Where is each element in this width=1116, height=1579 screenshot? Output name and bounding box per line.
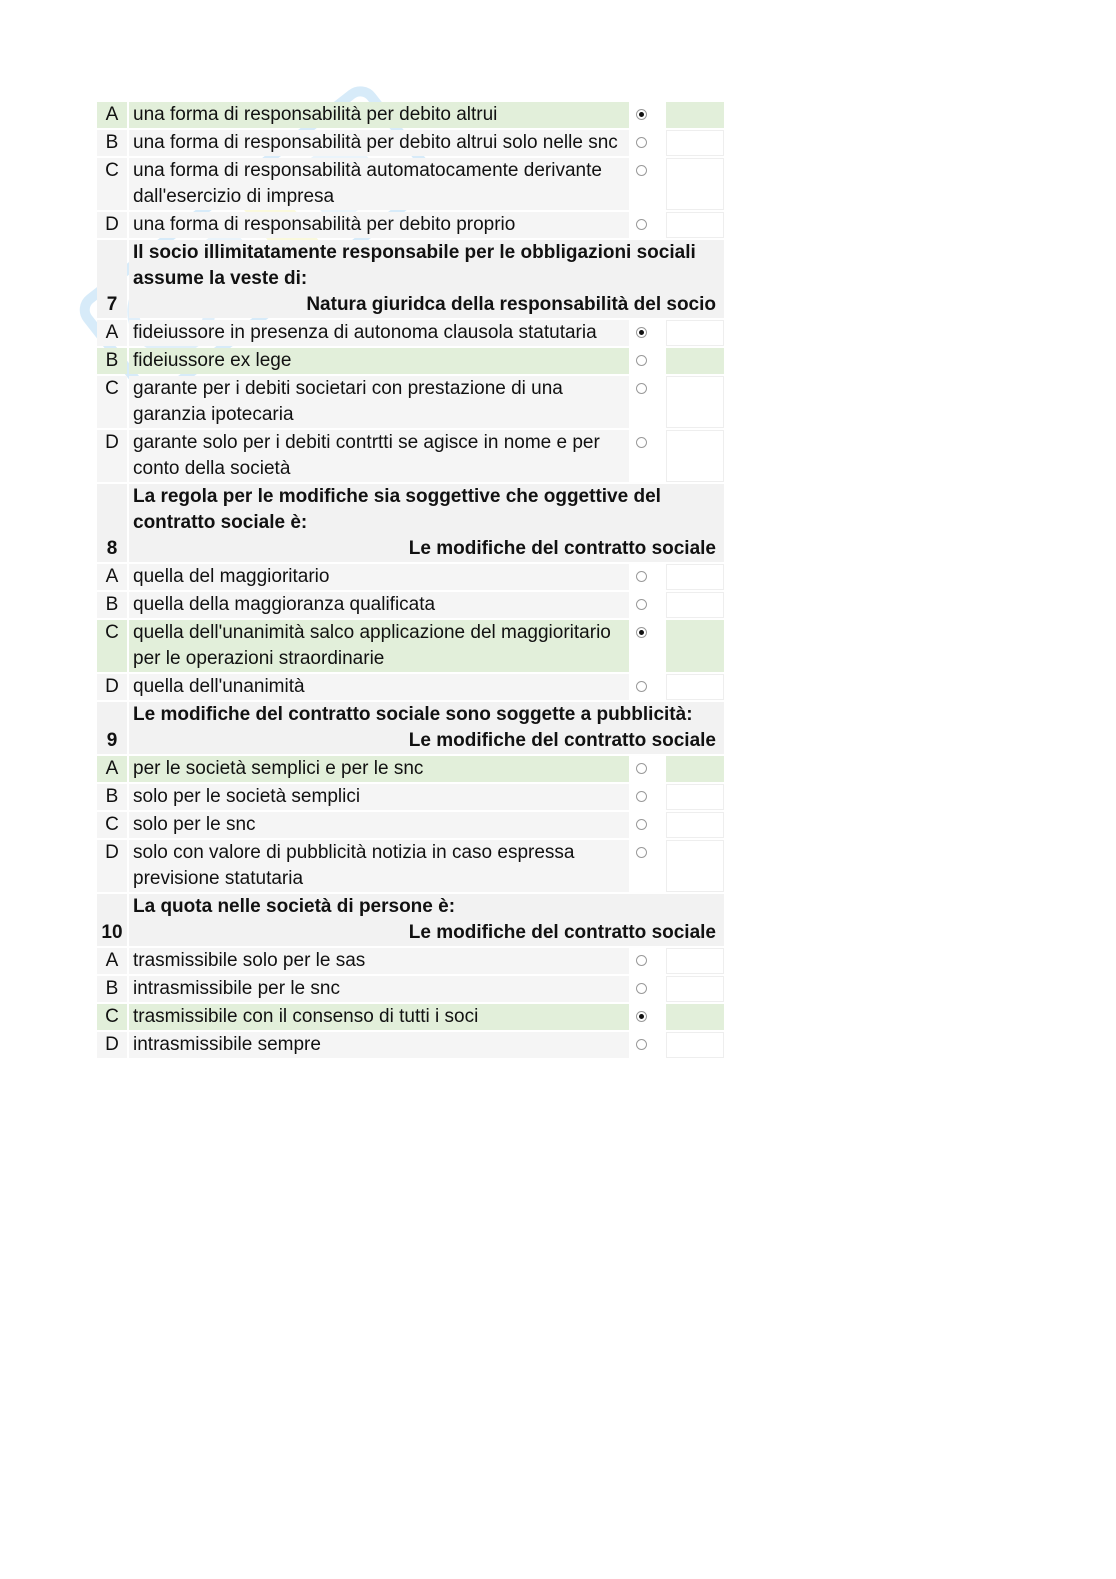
answer-spacer bbox=[666, 812, 724, 838]
answer-letter: C bbox=[97, 376, 127, 428]
answer-row bbox=[97, 592, 724, 618]
answer-radio-cell bbox=[631, 320, 664, 346]
answer-row bbox=[97, 620, 724, 672]
answer-text: una forma di responsabilità per debito altrui bbox=[129, 102, 629, 128]
radio-unchecked-icon[interactable] bbox=[636, 1039, 647, 1050]
answer-row bbox=[97, 840, 724, 892]
answer-letter: B bbox=[97, 348, 127, 374]
answer-text: trasmissibile solo per le sas bbox=[129, 948, 629, 974]
question-topic: Le modifiche del contratto sociale bbox=[408, 922, 716, 943]
answer-spacer bbox=[666, 840, 724, 892]
answer-radio-cell bbox=[631, 948, 664, 974]
answer-spacer bbox=[666, 1032, 724, 1058]
answer-radio-cell bbox=[631, 784, 664, 810]
answer-radio-cell bbox=[631, 130, 664, 156]
question-text: Le modifiche del contratto sociale sono soggette a pubblicità: bbox=[133, 704, 693, 725]
answer-spacer bbox=[666, 320, 724, 346]
answer-row bbox=[97, 948, 724, 974]
radio-unchecked-icon[interactable] bbox=[636, 819, 647, 830]
answer-letter: D bbox=[97, 1032, 127, 1058]
answer-letter: D bbox=[97, 212, 127, 238]
answer-text: per le società semplici e per le snc bbox=[129, 756, 629, 782]
answer-letter: A bbox=[97, 102, 127, 128]
answer-spacer bbox=[666, 592, 724, 618]
answer-text: fideiussore in presenza di autonoma clausola statutaria bbox=[129, 320, 629, 346]
question-number: 10 bbox=[97, 894, 127, 946]
answer-spacer bbox=[666, 348, 724, 374]
question-topic: Natura giuridca della responsabilità del socio bbox=[306, 294, 716, 315]
answer-spacer bbox=[666, 784, 724, 810]
answer-text: una forma di responsabilità automatocamente derivante dall'esercizio di impresa bbox=[129, 158, 629, 210]
answer-spacer bbox=[666, 102, 724, 128]
answer-row bbox=[97, 430, 724, 482]
answer-text: garante per i debiti societari con prestazione di una garanzia ipotecaria bbox=[129, 376, 629, 428]
answer-row bbox=[97, 1032, 724, 1058]
answer-radio-cell bbox=[631, 102, 664, 128]
answer-spacer bbox=[666, 620, 724, 672]
answer-spacer bbox=[666, 674, 724, 700]
answer-text: quella dell'unanimità salco applicazione del maggioritario per le operazioni straordinarie bbox=[129, 620, 629, 672]
answer-spacer bbox=[666, 158, 724, 210]
answer-text: quella del maggioritario bbox=[129, 564, 629, 590]
radio-unchecked-icon[interactable] bbox=[636, 571, 647, 582]
answer-spacer bbox=[666, 948, 724, 974]
question-topic: Le modifiche del contratto sociale bbox=[408, 538, 716, 559]
answer-text: solo con valore di pubblicità notizia in caso espressa previsione statutaria bbox=[129, 840, 629, 892]
answer-letter: A bbox=[97, 756, 127, 782]
answer-radio-cell bbox=[631, 564, 664, 590]
answer-row bbox=[97, 564, 724, 590]
answer-spacer bbox=[666, 976, 724, 1002]
answer-radio-cell bbox=[631, 1004, 664, 1030]
question-number: 9 bbox=[97, 702, 127, 754]
question-row bbox=[97, 894, 724, 946]
radio-unchecked-icon[interactable] bbox=[636, 355, 647, 366]
answer-text: intrasmissibile per le snc bbox=[129, 976, 629, 1002]
answer-letter: C bbox=[97, 812, 127, 838]
answer-row bbox=[97, 320, 724, 346]
question-row bbox=[97, 702, 724, 754]
answer-spacer bbox=[666, 564, 724, 590]
answer-letter: C bbox=[97, 158, 127, 210]
answer-radio-cell bbox=[631, 348, 664, 374]
answer-letter: B bbox=[97, 784, 127, 810]
answer-text: una forma di responsabilità per debito proprio bbox=[129, 212, 629, 238]
answer-row bbox=[97, 158, 724, 210]
answer-radio-cell bbox=[631, 812, 664, 838]
answer-spacer bbox=[666, 430, 724, 482]
answer-text: solo per le società semplici bbox=[129, 784, 629, 810]
question-row bbox=[97, 484, 724, 562]
radio-checked-icon[interactable] bbox=[636, 327, 647, 338]
answer-radio-cell bbox=[631, 976, 664, 1002]
answer-letter: C bbox=[97, 620, 127, 672]
answer-row bbox=[97, 130, 724, 156]
answer-letter: A bbox=[97, 948, 127, 974]
question-row bbox=[97, 240, 724, 318]
answer-row bbox=[97, 348, 724, 374]
answer-text: trasmissibile con il consenso di tutti i soci bbox=[129, 1004, 629, 1030]
radio-unchecked-icon[interactable] bbox=[636, 437, 647, 448]
question-number: 7 bbox=[97, 240, 127, 318]
answer-text: garante solo per i debiti contrtti se agisce in nome e per conto della società bbox=[129, 430, 629, 482]
answer-text: solo per le snc bbox=[129, 812, 629, 838]
question-text: Il socio illimitatamente responsabile per le obbligazioni sociali assume la veste di: bbox=[133, 242, 696, 289]
answer-text: quella della maggioranza qualificata bbox=[129, 592, 629, 618]
answer-radio-cell bbox=[631, 674, 664, 700]
answer-radio-cell bbox=[631, 592, 664, 618]
answer-spacer bbox=[666, 212, 724, 238]
answer-spacer bbox=[666, 130, 724, 156]
radio-unchecked-icon[interactable] bbox=[636, 681, 647, 692]
radio-unchecked-icon[interactable] bbox=[636, 137, 647, 148]
radio-unchecked-icon[interactable] bbox=[636, 791, 647, 802]
answer-row bbox=[97, 784, 724, 810]
answer-row bbox=[97, 976, 724, 1002]
answer-radio-cell bbox=[631, 756, 664, 782]
answer-radio-cell bbox=[631, 430, 664, 482]
answer-letter: B bbox=[97, 976, 127, 1002]
answer-radio-cell bbox=[631, 376, 664, 428]
question-topic: Le modifiche del contratto sociale bbox=[408, 730, 716, 751]
answer-letter: A bbox=[97, 320, 127, 346]
radio-unchecked-icon[interactable] bbox=[636, 219, 647, 230]
answer-radio-cell bbox=[631, 1032, 664, 1058]
answer-letter: D bbox=[97, 674, 127, 700]
answer-row bbox=[97, 1004, 724, 1030]
answer-spacer bbox=[666, 376, 724, 428]
radio-unchecked-icon[interactable] bbox=[636, 763, 647, 774]
answer-text: intrasmissibile sempre bbox=[129, 1032, 629, 1058]
radio-checked-icon[interactable] bbox=[636, 627, 647, 638]
radio-checked-icon[interactable] bbox=[636, 1011, 647, 1022]
answer-radio-cell bbox=[631, 620, 664, 672]
radio-unchecked-icon[interactable] bbox=[636, 383, 647, 394]
answer-text: una forma di responsabilità per debito altrui solo nelle snc bbox=[129, 130, 629, 156]
answer-letter: A bbox=[97, 564, 127, 590]
radio-unchecked-icon[interactable] bbox=[636, 847, 647, 858]
answer-letter: D bbox=[97, 840, 127, 892]
answer-text: quella dell'unanimità bbox=[129, 674, 629, 700]
answer-letter: D bbox=[97, 430, 127, 482]
radio-unchecked-icon[interactable] bbox=[636, 165, 647, 176]
quiz-table bbox=[95, 100, 726, 1060]
answer-spacer bbox=[666, 1004, 724, 1030]
answer-radio-cell bbox=[631, 212, 664, 238]
answer-row bbox=[97, 212, 724, 238]
answer-row bbox=[97, 102, 724, 128]
radio-unchecked-icon[interactable] bbox=[636, 599, 647, 610]
answer-radio-cell bbox=[631, 158, 664, 210]
answer-letter: B bbox=[97, 592, 127, 618]
answer-row bbox=[97, 376, 724, 428]
question-text: La regola per le modifiche sia soggettive che oggettive del contratto sociale è: bbox=[133, 486, 661, 533]
answer-row bbox=[97, 812, 724, 838]
question-number: 8 bbox=[97, 484, 127, 562]
answer-spacer bbox=[666, 756, 724, 782]
answer-letter: B bbox=[97, 130, 127, 156]
question-text: La quota nelle società di persone è: bbox=[133, 896, 456, 917]
radio-checked-icon[interactable] bbox=[636, 109, 647, 120]
answer-row bbox=[97, 674, 724, 700]
answer-radio-cell bbox=[631, 840, 664, 892]
answer-letter: C bbox=[97, 1004, 127, 1030]
radio-unchecked-icon[interactable] bbox=[636, 955, 647, 966]
answer-row bbox=[97, 756, 724, 782]
radio-unchecked-icon[interactable] bbox=[636, 983, 647, 994]
answer-text: fideiussore ex lege bbox=[129, 348, 629, 374]
